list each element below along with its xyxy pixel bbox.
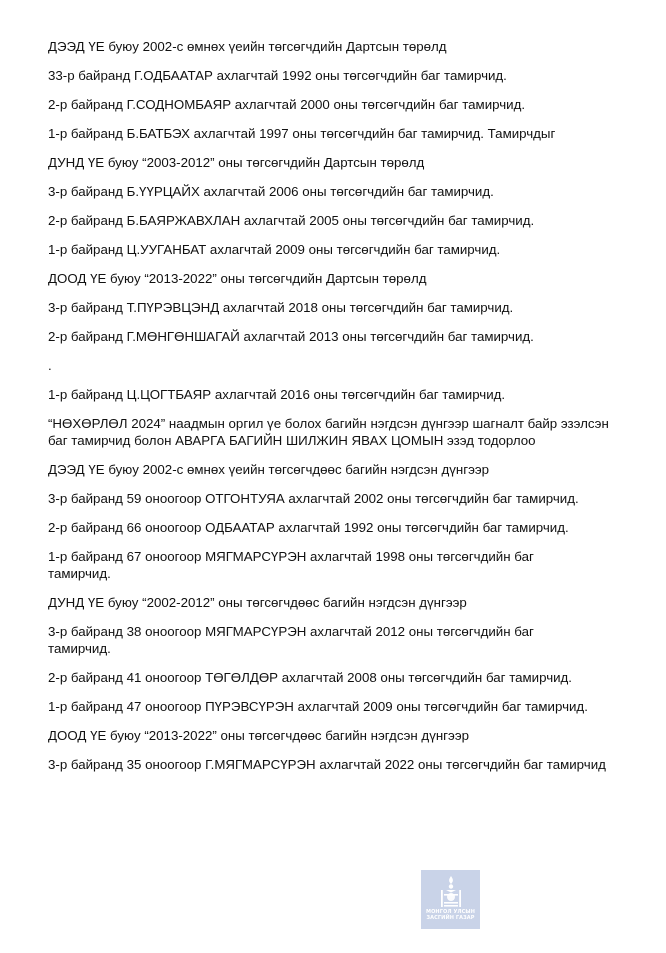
paragraph-lower-darts-1st: 1-р байранд Ц.ЦОГТБАЯР ахлагчтай 2016 оны төгсөгчдийн баг тамирчид. xyxy=(48,387,506,402)
paragraph-middle-overall-3rd: 3-р байранд 38 оноогоор МЯГМАРСҮРЭН ахлагчтай 2012 оны төгсөгчдийн баг тамирчид. xyxy=(48,624,534,656)
paragraph-middle-darts-2nd: 2-р байранд Б.БАЯРЖАВХЛАН ахлагчтай 2005 оны төгсөгчдийн баг тамирчид. xyxy=(48,213,535,228)
paragraph-middle-overall-2nd: 2-р байранд 41 оноогоор ТӨГӨЛДӨР ахлагчтай 2008 оны төгсөгчдийн баг тамирчид. xyxy=(48,670,573,685)
paragraph-upper-overall-2nd: 2-р байранд 66 оноогоор ОДБААТАР ахлагчтай 1992 оны төгсөгчдийн баг тамирчид. xyxy=(48,520,569,535)
paragraph-upper-darts-1st: 1-р байранд Б.БАТБЭХ ахлагчтай 1997 оны төгсөгчдийн баг тамирчид. Тамирчдыг xyxy=(48,126,556,141)
mongolia-soyombo-emblem-icon xyxy=(436,875,466,909)
paragraph-upper-overall-heading: ДЭЭД ҮЕ буюу 2002-с өмнөх үеийн төгсөгчдөөс багийн нэгдсэн дүнгээр xyxy=(48,462,490,477)
paragraph-upper-darts-heading: ДЭЭД ҮЕ буюу 2002-с өмнөх үеийн төгсөгчдийн Дартсын төрөлд xyxy=(48,39,447,54)
paragraph-overall-intro: “НӨХӨРЛӨЛ 2024” наадмын оргил үе болох багийн нэгдсэн дүнгээр шагналт байр эзэлсэн баг тамирчид болон АВАРГА БАГИЙН ШИЛЖИН ЯВАХ ЦОМЫН эзэд тодорлоо xyxy=(48,416,609,448)
logo-text-line1: МОНГОЛ УЛСЫН xyxy=(426,909,475,915)
paragraph-lower-overall-heading: ДООД ҮЕ буюу “2013-2022” оны төгсөгчдөөс багийн нэгдсэн дүнгээр xyxy=(48,728,470,743)
paragraph-middle-darts-3rd: 3-р байранд Б.ҮҮРЦАЙХ ахлагчтай 2006 оны төгсөгчдийн баг тамирчид. xyxy=(48,184,494,199)
paragraph-middle-darts-1st: 1-р байранд Ц.УУГАНБАТ ахлагчтай 2009 оны төгсөгчдийн баг тамирчид. xyxy=(48,242,501,257)
paragraph-upper-overall-1st: 1-р байранд 67 оноогоор МЯГМАРСҮРЭН ахлагчтай 1998 оны төгсөгчдийн баг тамирчид. xyxy=(48,549,534,581)
paragraph-stray-dot: . xyxy=(48,358,52,373)
paragraph-lower-overall-3rd: 3-р байранд 35 оноогоор Г.МЯГМАРСҮРЭН ахлагчтай 2022 оны төгсөгчдийн баг тамирчид xyxy=(48,757,606,772)
paragraph-lower-darts-heading: ДООД ҮЕ буюу “2013-2022” оны төгсөгчдийн Дартсын төрөлд xyxy=(48,271,427,286)
paragraph-lower-darts-2nd: 2-р байранд Г.МӨНГӨНШАГАЙ ахлагчтай 2013 оны төгсөгчдийн баг тамирчид. xyxy=(48,329,534,344)
paragraph-upper-darts-3rd: 33-р байранд Г.ОДБААТАР ахлагчтай 1992 оны төгсөгчдийн баг тамирчид. xyxy=(48,68,507,83)
paragraph-middle-darts-heading: ДУНД ҮЕ буюу “2003-2012” оны төгсөгчдийн Дартсын төрөлд xyxy=(48,155,425,170)
government-logo xyxy=(421,870,480,929)
paragraph-upper-darts-2nd: 2-р байранд Г.СОДНОМБАЯР ахлагчтай 2000 оны төгсөгчдийн баг тамирчид. xyxy=(48,97,526,112)
paragraph-middle-overall-heading: ДУНД ҮЕ буюу “2002-2012” оны төгсөгчдөөс багийн нэгдсэн дүнгээр xyxy=(48,595,467,610)
paragraph-middle-overall-1st: 1-р байранд 47 оноогоор ПҮРЭВСҮРЭН ахлагчтай 2009 оны төгсөгчдийн баг тамирчид. xyxy=(48,699,588,714)
paragraph-upper-overall-3rd: 3-р байранд 59 оноогоор ОТГОНТУЯА ахлагчтай 2002 оны төгсөгчдийн баг тамирчид. xyxy=(48,491,579,506)
logo-text-line2: ЗАСГИЙН ГАЗАР xyxy=(426,915,475,921)
paragraph-lower-darts-3rd: 3-р байранд Т.ПҮРЭВЦЭНД ахлагчтай 2018 оны төгсөгчдийн баг тамирчид. xyxy=(48,300,514,315)
document-body xyxy=(48,38,648,785)
